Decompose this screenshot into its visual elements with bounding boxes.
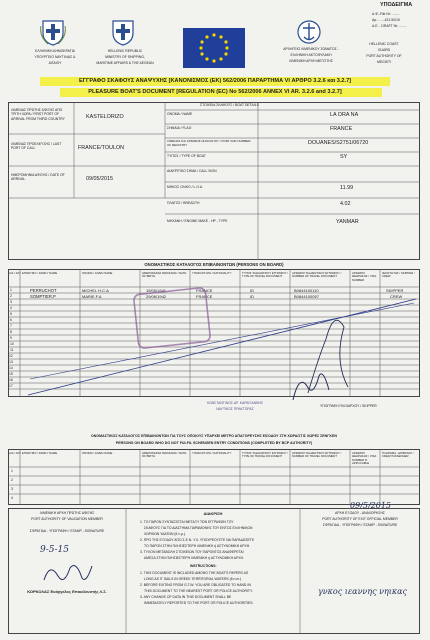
skipper-stamp-name: ΚΩΝΣΤΑΝΤΙΝΟΣ ΔΡ. ΚΑΡΑΓΙΑΝΝΗΣ xyxy=(206,401,264,405)
eu-flag-icon xyxy=(183,28,245,68)
footer-notes-title: ΔΙΑΚΡΙΣΗ xyxy=(203,511,223,516)
crew-row-1-doc-type: ID xyxy=(250,287,254,293)
crew-row-2-given: MARIE.F.A xyxy=(82,293,102,299)
crew-row-number: 17 xyxy=(9,383,13,388)
footer-right-signature: γνκος ιεαννης νηικας xyxy=(318,587,408,596)
crew-col-dob: ΗΜΕΡΟΜΗΝΙΑ ΓΕΝΝΗΣΗΣ / DATE OF BIRTH xyxy=(142,271,187,279)
crew-col-sn: Α/Α / S/N xyxy=(9,271,21,275)
footer-instructions-title: INSTRUCTIONS: xyxy=(190,564,217,568)
right-en-header-line-3: PORT AUTHORITY OF xyxy=(366,54,402,58)
refused-title-english: PERSONS ON BOARD WHO DO NOT FULFIL SCHENGEN ENTRY CONDITIONS (COMPLETED BY BCP AUTHORITY) xyxy=(115,441,313,445)
draft-number-line: Α.Ε. - DRAFT Nr: ........ xyxy=(372,24,407,28)
crew-row-2-nationality: FRANCE xyxy=(196,293,213,299)
footer-note-line: 1. THIS DOCUMENT IS INCLUDED AMONG THE BOAT'S PAPERS AS xyxy=(140,571,249,575)
cancel-strike-marks xyxy=(8,269,420,397)
crew-row-2-dob: 29/06/1942 xyxy=(146,293,167,299)
footer-right-subtitle: PORT AUTHORITY OF EXIT OFFICIAL MEMBER xyxy=(322,517,398,521)
footer-left-date: 9-5-15 xyxy=(40,545,69,555)
crew-row-1-role: SKIPPER xyxy=(386,287,404,293)
refused-col-sn: Α/Α / S/N xyxy=(9,451,21,455)
footer-note-line: ΤΟ ΠΑΡΟΝ ΣΤΗΝ ΠΛΗΣΙΕΣΤΕΡΗ ΛΙΜΕΝΙΚΗ ή ΑΣΤΥΝΟΜΙΚΗ ΑΡΧΗ. xyxy=(144,544,251,548)
ministry-emblem-icon xyxy=(110,18,136,46)
middle-header-line-1: HELLENIC REPUBLIC xyxy=(107,49,143,53)
length-label: ΜΗΚΟΣ ΟΛΙΚΟ / L.O.A. xyxy=(167,185,204,189)
footer-left-officer-name: ΚΟΡΚΟΛΑΣ Ευάγγελος Επικελευστής Λ.Σ. xyxy=(27,589,107,594)
breadth-value: 4.02 xyxy=(340,201,351,207)
crew-row-number: 4 xyxy=(10,305,12,310)
footer-note-line: 1. ΤΟ ΠΑΡΟΝ ΣΥΝΤΑΣΣΕΤΑΙ ΜΕΤΑΞΥ ΤΩΝ ΕΓΓΡΑΦΩΝ ΤΟΥ xyxy=(140,520,234,524)
boat-section-label: ΣΤΟΙΧΕΙΑ ΣΚΑΦΟΥΣ / BOAT DETAILS xyxy=(200,103,259,107)
crew-row-number: 7 xyxy=(10,323,12,328)
first-port-label: ΛΙΜΕΝΑΣ ΠΡΩΤΗΣ ΑΦΙΞΗΣ ΑΠΟ ΤΡΙΤΗ ΧΩΡΑ / FIRST PORT OF ARRIVAL FROM THIRD COUNTRY xyxy=(11,108,65,121)
right-gr-header-line-1: ΑΡΧΗΓΕΙΟ ΛΙΜΕΝΙΚΟΥ ΣΩΜΑΤΟΣ - xyxy=(283,47,339,51)
crew-row-number: 14 xyxy=(9,365,13,370)
skipper-signature-scribble xyxy=(285,366,335,406)
right-gr-header-line-3: ΛΙΜΕΝΙΚΗ ΑΡΧΗ ΜΕΓΙΣΤΗΣ xyxy=(289,59,333,63)
document-title-greek: ΕΓΓΡΑΦΟ ΣΚΑΦΟΥΣ ΑΝΑΨΥΧΗΣ [ΚΑΝΟΝΙΣΜΟΣ (ΕΚ) 562/2006 ΠΑΡΑΡΤΗΜΑ VI ΑΡΘΡΟ 3.2.6 και 3.2.7] xyxy=(78,77,352,84)
right-en-header-line-2: GUARD xyxy=(377,48,391,52)
crew-row-2-doc-type: ID xyxy=(250,293,254,299)
breadth-label: ΠΛΑΤΟΣ / BREADTH xyxy=(167,201,200,205)
crew-row-1-given: MICHEL H.C.A xyxy=(82,287,109,293)
footer-note-line: ΑΜΕΣΑ ΣΤΗΝ ΠΛΗΣΙΕΣΤΕΡΗ ΛΙΜΕΝΙΚΗ ή ΑΣΤΥΝΟΜΙΚΗ ΑΡΧΗ. xyxy=(144,556,244,560)
specimen-label: ΥΠΟΔΕΙΓΜΑ xyxy=(380,2,413,8)
coast-guard-emblem-icon xyxy=(296,18,322,46)
footer-note-line: 2. BEFORE EXITING FROM G.T.W. YOU ARE OBLIGATED TO HAND-IN xyxy=(140,583,251,587)
crew-col-visa: ΑΡΙΘΜΟΣ ΘΕΩΡΗΣΗΣ / VISA NUMBER xyxy=(352,271,377,282)
skipper-stamp-role: ΝΑΥΤΙΚΟΣ ΠΡΑΚΤΟΡΑΣ xyxy=(216,407,254,411)
flag-label: ΣΗΜΑΙΑ / FLAG xyxy=(167,126,192,130)
registry-value: DOUANES/S2751/06720 xyxy=(308,140,369,146)
first-port-value: KASTELORIZO xyxy=(86,114,124,120)
footer-left-stamp-label: ΣΦΡΑΓΙΔΑ - ΥΠΟΓΡΑΦΗ / STAMP - SIGNATURE xyxy=(29,529,105,533)
skipper-signature-label: ΥΠΟΓΡΑΦΗ ΠΛΟΙΑΡΧΟΥ / SKIPPER xyxy=(320,404,377,408)
file-number-line: Α.Φ.-File Nr: ........ xyxy=(372,12,400,16)
crew-row-2-doc-number: B0844100057 xyxy=(294,293,319,299)
crew-row-number: 13 xyxy=(9,359,13,364)
boat-name-label: ΟΝΟΜΑ / NAME xyxy=(167,112,193,116)
crew-col-family: ΕΠΩΝΥΜΟ / FAMILY NAME xyxy=(22,271,58,275)
engine-value: YANMAR xyxy=(336,219,359,225)
refused-title-greek: ΟΝΟΜΑΣΤΙΚΟΣ ΚΑΤΑΛΟΓΟΣ ΕΠΙΒΑΙΝΟΝΤΩΝ ΓΙΑ ΤΟΥΣ ΟΠΟΙΟΥΣ ΥΠΑΡΧΕΙ ΜΕΤΡΟ ΑΠΑΓΟΡΕΥΣΗΣ ΕΙΣΟΔΟΥ ΣΤΗ ΧΩΡΑ/ΣΤΙΣ ΧΩΡΕΣ ΣΕΝΓΚΕΝ xyxy=(90,434,338,438)
boat-type-label: ΤΥΠΟΣ / TYPE OF BOAT xyxy=(167,154,206,158)
arrival-date-label: ΗΜΕΡΟΜΗΝΙΑ ΑΦΙΞΗΣ / DATE OF ARRIVAL xyxy=(11,173,65,182)
footer-right-stamp-label: ΣΦΡΑΓΙΔΑ - ΥΠΟΓΡΑΦΗ / STAMP - SIGNATURE xyxy=(322,523,398,527)
crew-col-role: ΙΔΙΟΚΤΗΤΗΣ / SKIPPER / CREW xyxy=(382,271,415,279)
left-header-line-1: ΕΛΛΗΝΙΚΗ ΔΗΜΟΚΡΑΤΙΑ xyxy=(35,49,75,53)
crew-row-1-dob: 15/05/1941 xyxy=(146,287,167,293)
crew-row-1-family: PERRUCHOT xyxy=(30,287,57,293)
right-gr-header-line-2: ΕΛΛΗΝΙΚΗ ΑΚΤΟΦΥΛΑΚΗ xyxy=(290,53,332,57)
last-port-label: ΛΙΜΕΝΑΣ ΠΡΟΕΛΕΥΣΗΣ / LAST PORT OF CALL xyxy=(11,142,62,151)
middle-header-line-3: MARITIME AFFAIRS & THE AEGEAN xyxy=(96,61,154,65)
footer-note-line: 2. ΠΡΟ ΤΗΣ ΕΞΟΔΟΥ ΑΠΟ Σ.Ε.Ν. Υ.Χ. ΥΠΟΧΡΕΟΥΣΤΕ ΝΑ ΠΑΡΑΔΩΣΕΤΕ xyxy=(140,538,255,542)
refused-col-doc-type: ΤΥΠΟΣ ΤΑΞΙΔΙΩΤΙΚΟΥ ΕΓΓΡΑΦΟΥ / TYPE OF TRAVEL DOCUMENT xyxy=(242,451,288,459)
refused-col-nationality: ΥΠΗΚΟΟΤΗΤΑ / NATIONALITY xyxy=(192,451,232,455)
flag-value: FRANCE xyxy=(330,126,353,132)
crew-row-number: 3 xyxy=(10,299,12,304)
footer-note-line: ΧΩΡΙΚΩΝ ΥΔΑΤΩΝ (6 ν.μ.). xyxy=(144,532,186,536)
refused-row-number: 3 xyxy=(11,487,13,491)
refused-row-number: 1 xyxy=(11,469,13,473)
footer-note-line: ΣΚΑΦΟΥΣ ΓΙΑ ΤΟ ΔΙΑΣΤΗΜΑ ΠΑΡΑΜΟΝΗΣ ΤΟΥ ΕΝΤΟΣ ΕΛΛΗΝΙΚΩΝ xyxy=(144,526,253,530)
last-port-value: FRANCE/TOULON xyxy=(78,145,125,151)
footer-note-line: IMMEDIATELY REPORTED TO THE PORT OR POLICE AUTHORITIES. xyxy=(144,601,254,605)
left-header-line-2: ΥΠΟΥΡΓΕΙΟ ΝΑΥΤΙΛΙΑΣ & xyxy=(34,55,76,59)
boat-name-value: LA ORA NA xyxy=(330,112,359,118)
left-header-line-3: ΑΙΓΑΙΟΥ xyxy=(48,61,62,65)
refused-col-role: ΠΛΗΡΩΜΑ - ΕΠΙΒΑΤΗΣ / CREW PASSENGER xyxy=(382,451,414,459)
document-title-english: PLEASURE BOAT'S DOCUMENT [REGULATION (EC) No 562/2006 ANNEX VI AR. 3.2.6 and 3.2.7] xyxy=(88,88,342,95)
document-number-line: Αρ.: ......421.50/15 xyxy=(372,18,400,22)
refused-col-given: ΟΝΟΜΑ / GIVEN NAME xyxy=(82,451,113,455)
footer-note-line: LONG AS IT SAILS IN GREEK TERRITORIAL WATERS (6 n.m.) xyxy=(144,577,242,581)
crew-row-1-nationality: FRANCE xyxy=(196,287,213,293)
footer-left-signature-scribble xyxy=(40,560,96,586)
call-sign-label: ΔΙΑΚΡΙΤΙΚΟ ΣΗΜΑ / CALL SIGN xyxy=(167,169,217,173)
length-value: 11.99 xyxy=(340,185,354,191)
footer-note-line: THIS DOCUMENT TO THE NEAREST PORT OR POLICE AUTHORITY. xyxy=(144,589,253,593)
crew-row-1-sn: 1 xyxy=(10,287,12,292)
footer-left-title: ΛΙΜΕΝΙΚΗ ΑΡΧΗ ΠΡΩΤΗΣ ΑΦΙΞΗΣ xyxy=(39,511,95,515)
crew-row-number: 11 xyxy=(10,347,14,352)
crew-row-number: 5 xyxy=(10,311,12,316)
refused-col-visa: ΑΡΙΘΜΟΣ ΘΕΩΡΗΣΗΣ / VISA NUMBER IF APPLICABLE xyxy=(352,451,377,466)
crew-row-number: 6 xyxy=(10,317,12,322)
crew-row-2-role: CREW xyxy=(390,293,403,299)
boat-type-value: SY xyxy=(340,154,348,160)
footer-right-title: ΑΡΧΗ ΕΞΟΔΟΥ - ΑΝΑΧΩΡΗΣΗΣ xyxy=(334,511,386,515)
refused-col-dob: ΗΜΕΡΟΜΗΝΙΑ ΓΕΝΝΗΣΗΣ / DATE OF BIRTH xyxy=(142,451,187,459)
engine-label: ΜΗΧΑΝΗ / ENGINE MAKE - HP - TYPE xyxy=(167,219,228,223)
crew-row-number: 16 xyxy=(9,377,13,382)
refused-row-number: 4 xyxy=(11,496,13,500)
refused-col-doc-number: ΑΡΙΘΜΟΣ ΤΑΞΙΔΙΩΤΙΚΟΥ ΕΓΓΡΑΦΟΥ / NUMBER OF TRAVEL DOCUMENT xyxy=(292,451,342,459)
footer-note-line: 3. ANY CHANGE OF DATA IN THIS DOCUMENT SHALL BE xyxy=(140,595,232,599)
crew-row-number: 8 xyxy=(10,329,12,334)
footer-left-subtitle: PORT AUTHORITY OF VALIDATION MEMBER xyxy=(31,517,103,521)
crew-row-1-doc-number: B0844100110 xyxy=(294,287,319,293)
right-en-header-line-1: HELLENIC COAST xyxy=(369,42,399,46)
crew-row-number: 10 xyxy=(10,341,14,346)
crew-row-2-family: SOMPTIER.P xyxy=(30,293,56,299)
crew-row-number: 9 xyxy=(10,335,12,340)
arrival-date-value: 09/05/2015 xyxy=(86,176,113,182)
crew-section-title: ΟΝΟΜΑΣΤΙΚΟΣ ΚΑΤΑΛΟΓΟΣ ΕΠΙΒΑΙΝΟΝΤΩΝ (PERSONS ON BOARD) xyxy=(144,262,284,267)
middle-header-line-2: MINISTRY OF SHIPPING, xyxy=(105,55,145,59)
crew-col-nationality: ΥΠΗΚΟΟΤΗΤΑ / NATIONALITY xyxy=(192,271,232,275)
footer-note-line: 3. ΤΥΧΟΝ ΜΕΤΑΒΟΛΗ ΣΤΟΙΧΕΙΩΝ ΤΟΥ ΠΑΡΟΝΤΟΣ ΑΝΑΦΕΡΕΤΑΙ xyxy=(140,550,244,554)
crew-col-given: ΟΝΟΜΑ / GIVEN NAME xyxy=(82,271,113,275)
crew-row-2-sn: 2 xyxy=(10,293,12,298)
crew-col-doc-number: ΑΡΙΘΜΟΣ ΤΑΞΙΔΙΩΤΙΚΟΥ ΕΓΓΡΑΦΟΥ / NUMBER OF TRAVEL DOCUMENT xyxy=(292,271,342,279)
refused-col-family: ΕΠΩΝΥΜΟ / FAMILY NAME xyxy=(22,451,58,455)
registry-label: ΛΙΜΕΝΑΣ ΚΑΙ ΑΡΙΘΜΟΣ ΝΗΟΛΟΓΙΟΥ / PORT AND NUMBER OF REGISTRY xyxy=(167,139,251,147)
crew-row-number: 15 xyxy=(9,371,13,376)
crew-row-number: 12 xyxy=(9,353,13,358)
refused-row-number: 2 xyxy=(11,478,13,482)
crew-col-doc-type: ΤΥΠΟΣ ΤΑΞΙΔΙΩΤΙΚΟΥ ΕΓΓΡΑΦΟΥ / TYPE OF TRAVEL DOCUMENT xyxy=(242,271,288,279)
footer-right-date: 09/5/2015 xyxy=(350,501,392,510)
right-en-header-line-4: MEGISTI xyxy=(377,60,391,64)
greek-coat-of-arms-icon xyxy=(40,18,66,46)
